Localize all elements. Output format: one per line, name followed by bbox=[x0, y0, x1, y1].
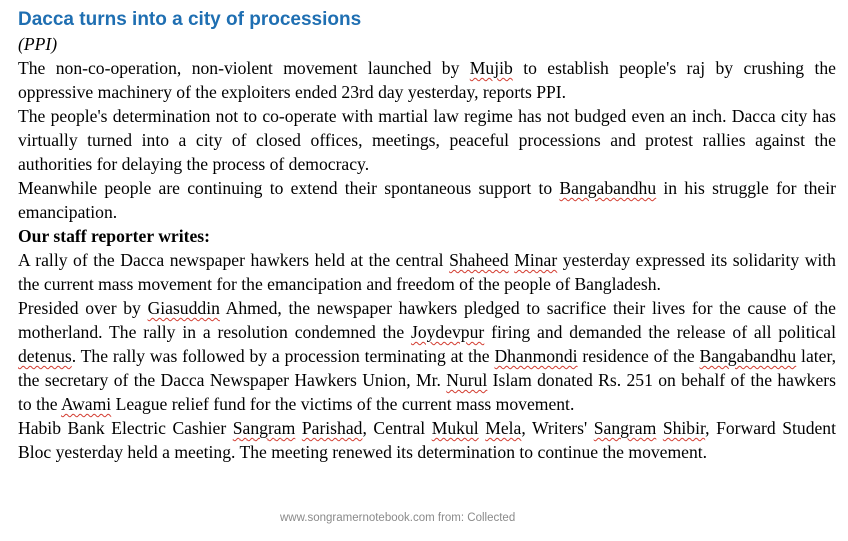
spellcheck-word: Parishad bbox=[301, 418, 363, 438]
spellcheck-word: Awami bbox=[61, 394, 112, 414]
spellcheck-word: Giasuddin bbox=[147, 298, 220, 318]
spellcheck-word: Bangabandhu bbox=[559, 178, 657, 198]
text-run: yesterday expressed its solidarity with the current mass movement for the emancipation and freedom of the people of Bangladesh. bbox=[18, 250, 836, 294]
text-run: firing and demanded the release of all political bbox=[484, 322, 836, 342]
spellcheck-word: Mukul bbox=[431, 418, 479, 438]
article-source: (PPI) bbox=[18, 34, 58, 54]
paragraph-2: The people's determination not to co-operate with martial law regime has not budged even an inch. Dacca city has virtually turned into a city of closed offices, meetings, peaceful processions and protest rallies against the authorities for delaying the process of democracy. bbox=[18, 106, 836, 174]
paragraph-5 bbox=[18, 296, 836, 416]
spellcheck-word: Shaheed bbox=[449, 250, 509, 270]
spellcheck-word: Shibir bbox=[662, 418, 706, 438]
spellcheck-word: Mujib bbox=[469, 58, 513, 78]
spellcheck-word: Bangabandhu bbox=[699, 346, 797, 366]
text-run: A rally of the Dacca newspaper hawkers held at the central bbox=[18, 250, 450, 270]
text-run: , Forward Student Bloc yesterday held a meeting. The meeting renewed its determination to continue the movement. bbox=[18, 418, 836, 462]
subheading: Our staff reporter writes: bbox=[18, 226, 211, 246]
text-run: Ahmed, the newspaper hawkers pledged to sacrifice their lives for the cause of the motherland. The rally in a resolution condemned the bbox=[18, 298, 836, 342]
article-title: Dacca turns into a city of processions bbox=[18, 9, 362, 30]
spellcheck-word: Nurul bbox=[446, 370, 488, 390]
text-run: later, the secretary of the Dacca Newspaper Hawkers Union, Mr. bbox=[18, 346, 837, 390]
text-run: , Writers' bbox=[521, 418, 594, 438]
paragraph-1 bbox=[18, 56, 836, 104]
spellcheck-word: Mela bbox=[485, 418, 522, 438]
text-run: Meanwhile people are continuing to extend their spontaneous support to bbox=[18, 178, 560, 198]
paragraph-6 bbox=[18, 416, 836, 464]
spellcheck-word: Dhanmondi bbox=[494, 346, 578, 366]
spellcheck-word: Minar bbox=[514, 250, 558, 270]
article bbox=[18, 8, 836, 464]
spellcheck-word: Sangram bbox=[593, 418, 657, 438]
text-run: Presided over by bbox=[18, 298, 148, 318]
text-run: in his struggle for their emancipation. bbox=[18, 178, 836, 222]
text-run: . The rally was followed by a procession terminating at the bbox=[71, 346, 495, 366]
text-run: Islam donated Rs. 251 on behalf of the hawkers to the bbox=[18, 370, 836, 414]
spellcheck-word: Sangram bbox=[232, 418, 296, 438]
text-run: to establish people's raj by crushing the oppressive machinery of the exploiters ended 23rd day yesterday, reports PPI. bbox=[18, 58, 836, 102]
spellcheck-word: detenus bbox=[18, 346, 72, 366]
text-run: League relief fund for the victims of the current mass movement. bbox=[111, 394, 575, 414]
paragraph-3 bbox=[18, 176, 836, 224]
paragraph-4 bbox=[18, 248, 836, 296]
text-run: The non-co-operation, non-violent movement launched by bbox=[18, 58, 470, 78]
source-footer: www.songramernotebook.com from: Collected bbox=[280, 512, 516, 524]
text-run: Habib Bank Electric Cashier bbox=[18, 418, 233, 438]
spellcheck-word: Joydevpur bbox=[410, 322, 485, 342]
text-run: , Central bbox=[362, 418, 432, 438]
text-run: residence of the bbox=[577, 346, 700, 366]
